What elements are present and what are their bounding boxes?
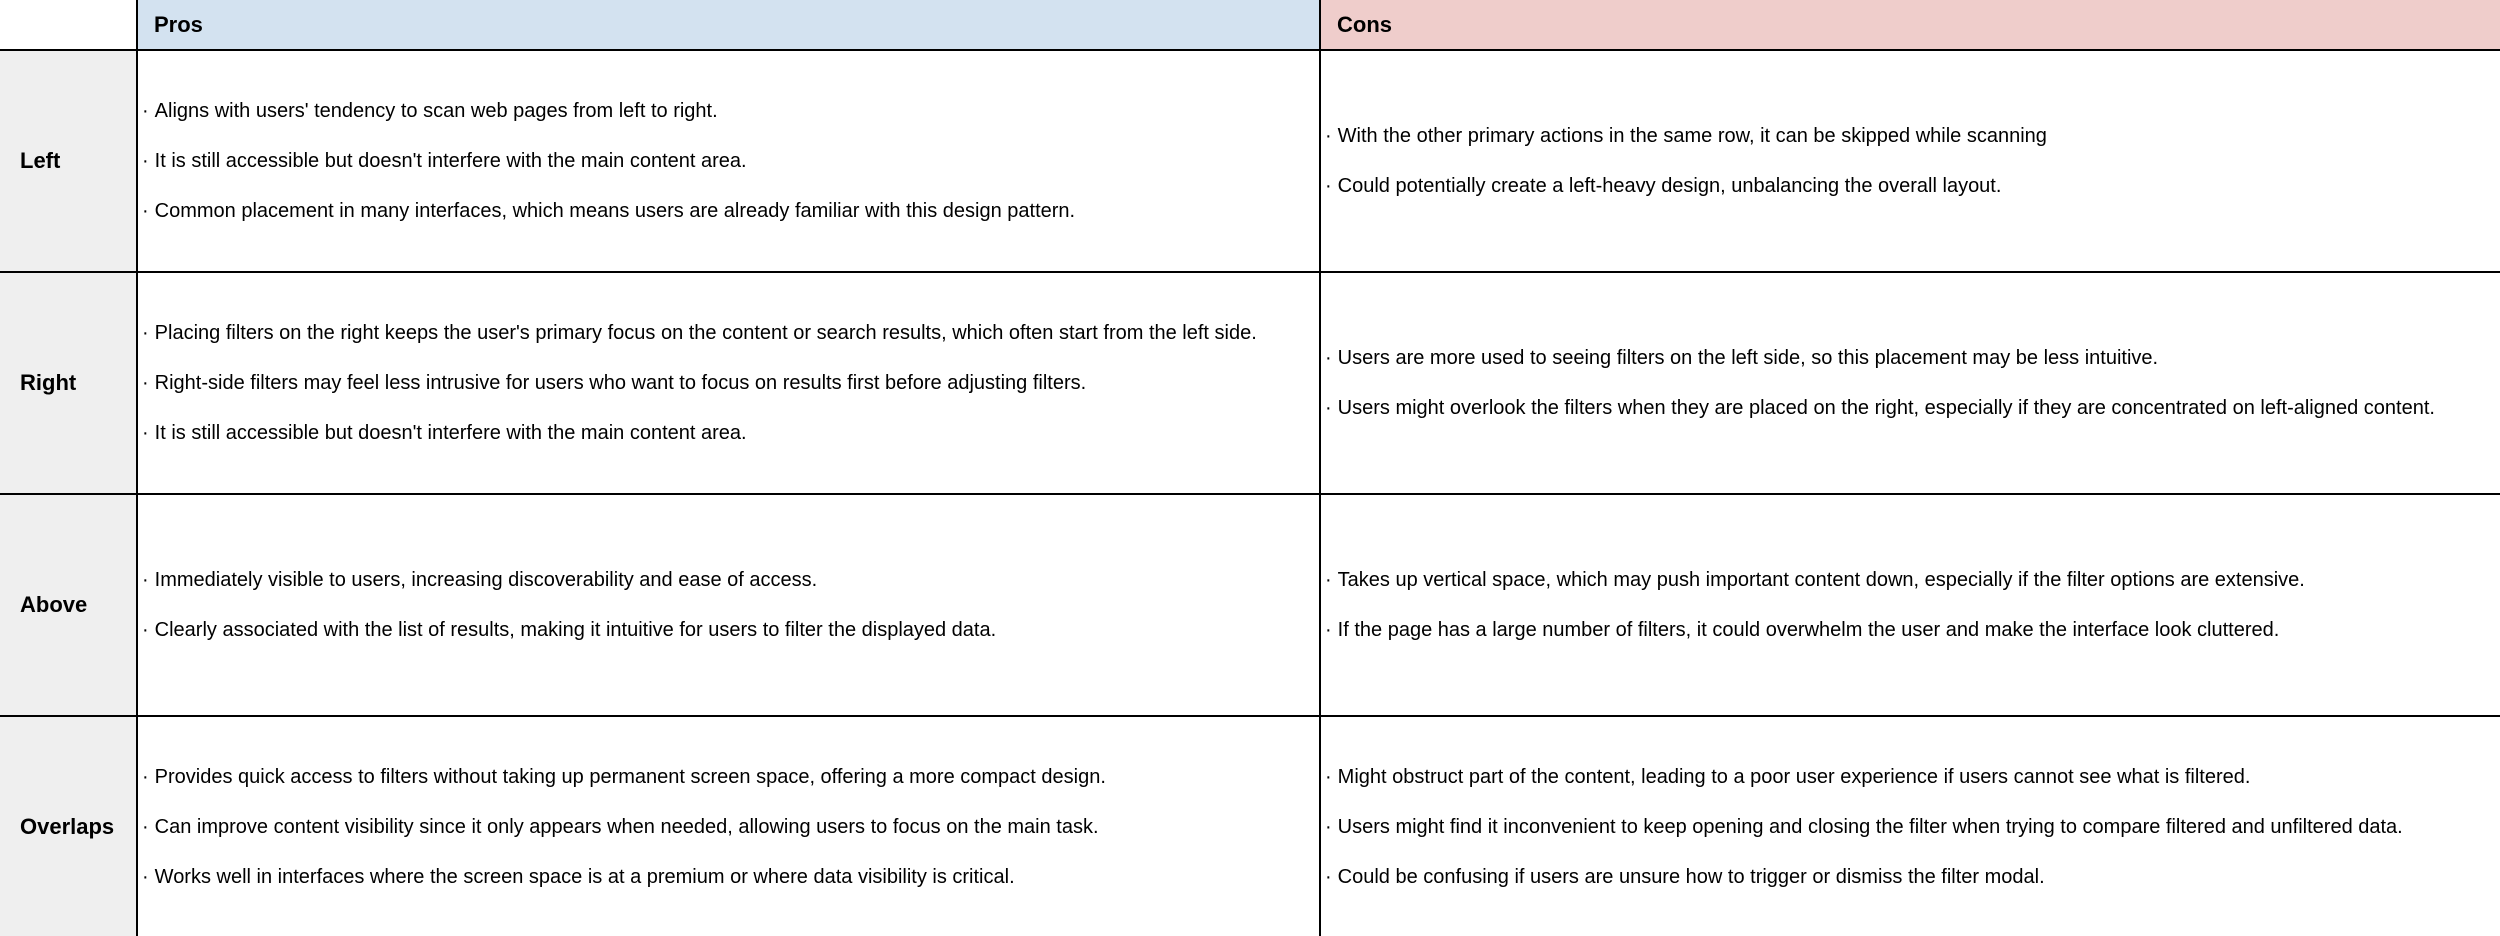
row-label: Right bbox=[20, 370, 77, 395]
pros-list bbox=[142, 51, 1311, 271]
cons-cell-overlaps bbox=[1321, 717, 2500, 936]
pros-list bbox=[142, 717, 1311, 936]
cons-item: · Might obstruct part of the content, leading to a poor user experience if users cannot see what is filtered. bbox=[1325, 765, 2251, 788]
pros-item: · It is still accessible but doesn't interfere with the main content area. bbox=[142, 422, 747, 444]
row-label-cell-above bbox=[0, 495, 138, 717]
cons-item: · Users are more used to seeing filters on the left side, so this placement may be less intuitive. bbox=[1325, 347, 2159, 369]
pros-cell-left bbox=[138, 51, 1321, 273]
cons-item: · Could potentially create a left-heavy design, unbalancing the overall layout. bbox=[1325, 175, 2002, 197]
row-label-cell-right bbox=[0, 273, 138, 495]
pros-item: · Immediately visible to users, increasing discoverability and ease of access. bbox=[142, 569, 818, 591]
pros-cell-right bbox=[138, 273, 1321, 495]
pros-cell-above bbox=[138, 495, 1321, 717]
cons-cell-left bbox=[1321, 51, 2500, 273]
cons-item: · Users might overlook the filters when they are placed on the right, especially if they are concentrated on left-aligned content. bbox=[1325, 397, 2435, 419]
pros-item: · Aligns with users' tendency to scan web pages from left to right. bbox=[142, 100, 718, 122]
row-label: Above bbox=[20, 592, 88, 617]
row-label-cell-left bbox=[0, 51, 138, 273]
pros-item: · It is still accessible but doesn't interfere with the main content area. bbox=[142, 150, 747, 172]
pros-list bbox=[142, 273, 1311, 493]
cons-header-label: Cons bbox=[1337, 11, 1392, 37]
cons-list bbox=[1325, 495, 2492, 715]
pros-list bbox=[142, 495, 1311, 715]
row-label: Left bbox=[20, 148, 61, 173]
cons-item: · Users might find it inconvenient to keep opening and closing the filter when trying to compare filtered and unfiltered data. bbox=[1325, 815, 2403, 838]
pros-item: · Common placement in many interfaces, which means users are already familiar with this design pattern. bbox=[142, 200, 1076, 222]
corner-cell bbox=[0, 0, 138, 51]
pros-item: · Placing filters on the right keeps the user's primary focus on the content or search results, which often start from the left side. bbox=[142, 322, 1257, 344]
cons-cell-right bbox=[1321, 273, 2500, 495]
cons-item: · With the other primary actions in the same row, it can be skipped while scanning bbox=[1325, 125, 2047, 147]
pros-item: · Clearly associated with the list of results, making it intuitive for users to filter the displayed data. bbox=[142, 619, 997, 641]
cons-item: · Could be confusing if users are unsure how to trigger or dismiss the filter modal. bbox=[1325, 865, 2045, 888]
cons-list bbox=[1325, 51, 2492, 271]
cons-item: · Takes up vertical space, which may push important content down, especially if the filter options are extensive. bbox=[1325, 569, 2305, 591]
row-label-cell-overlaps bbox=[0, 717, 138, 936]
pros-header-cell bbox=[138, 0, 1321, 51]
pros-item: · Works well in interfaces where the screen space is at a premium or where data visibility is critical. bbox=[142, 865, 1015, 888]
cons-cell-above bbox=[1321, 495, 2500, 717]
cons-list bbox=[1325, 717, 2492, 936]
pros-item: · Right-side filters may feel less intrusive for users who want to focus on results first before adjusting filters. bbox=[142, 372, 1087, 394]
cons-header-cell bbox=[1321, 0, 2500, 51]
cons-list bbox=[1325, 273, 2492, 493]
cons-item: · If the page has a large number of filters, it could overwhelm the user and make the interface look cluttered. bbox=[1325, 619, 2280, 641]
pros-header-label: Pros bbox=[154, 11, 203, 37]
row-label: Overlaps bbox=[20, 813, 115, 839]
pros-cell-overlaps bbox=[138, 717, 1321, 936]
pros-item: · Can improve content visibility since it only appears when needed, allowing users to focus on the main task. bbox=[142, 815, 1099, 838]
pros-item: · Provides quick access to filters without taking up permanent screen space, offering a more compact design. bbox=[142, 765, 1106, 788]
